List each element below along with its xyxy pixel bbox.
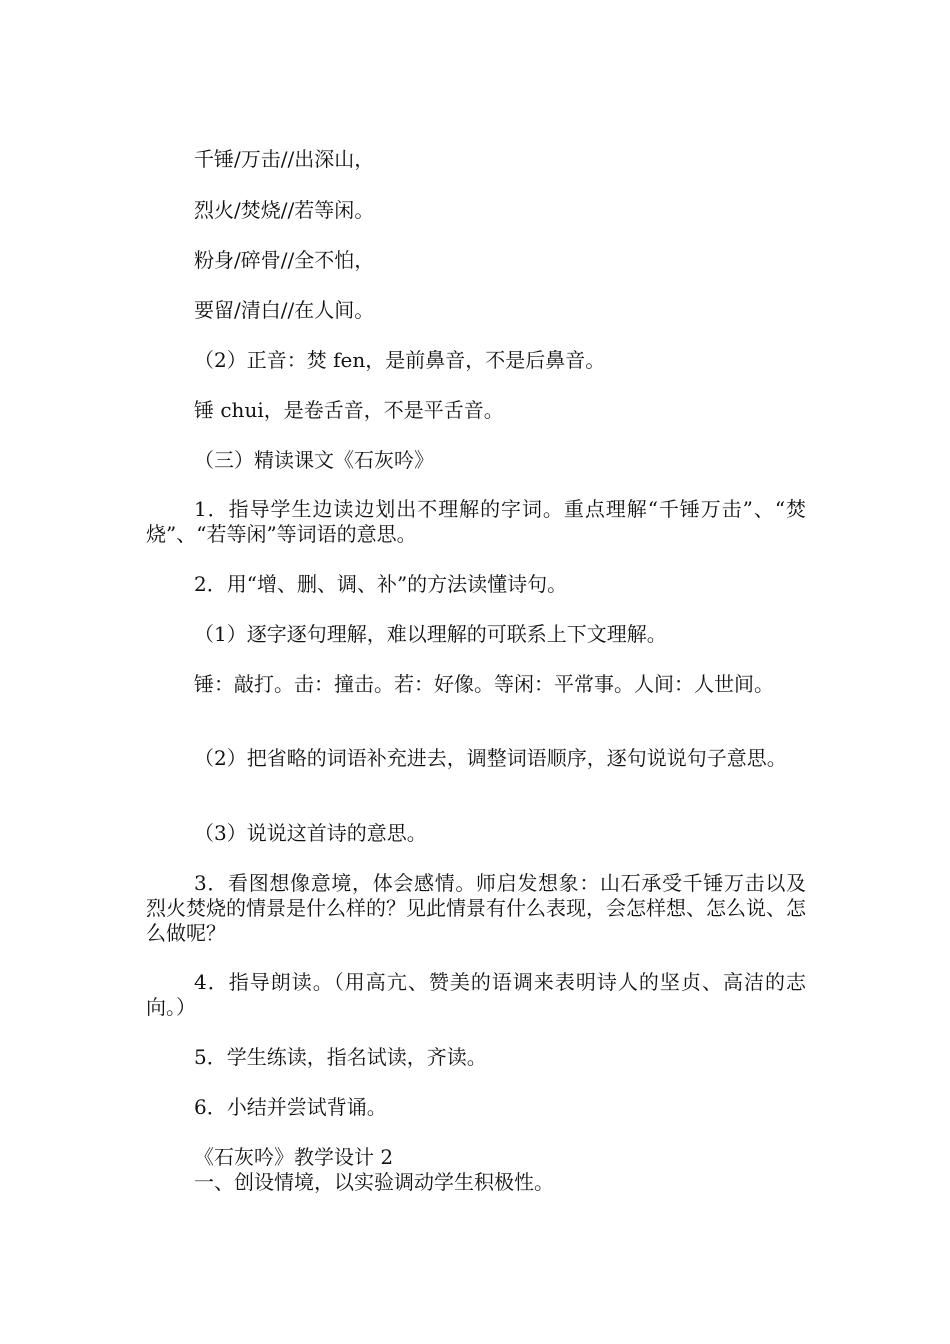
poem-line-3: 粉身/碎骨//全不怕， <box>194 248 375 272</box>
section-title-design-2: 《石灰吟》教学设计 2 <box>194 1145 394 1169</box>
poem-line-2: 烈火/焚烧//若等闲。 <box>194 198 375 222</box>
word-definitions: 锤：敲打。击：撞击。若：好像。等闲：平常事。人间：人世间。 <box>194 672 774 696</box>
step-6-paragraph: 6．小结并尝试背诵。 <box>194 1095 387 1119</box>
step-4-paragraph: 4．指导朗读。（用高亢、赞美的语调来表明诗人的坚贞、高洁的志向。） <box>146 970 806 1019</box>
step-3-paragraph: 3．看图想像意境，体会感情。师启发想象：山石承受千锤万击以及烈火焚烧的情景是什么样的？见此情景有什么表现，会怎样想、怎么说、怎么做呢？ <box>146 871 806 945</box>
step-5-paragraph: 5．学生练读，指名试读，齐读。 <box>194 1045 487 1069</box>
section-heading-close-reading: （三）精读课文《石灰吟》 <box>194 448 434 472</box>
poem-line-1: 千锤/万击//出深山， <box>194 147 375 171</box>
poem-line-4: 要留/清白//在人间。 <box>194 298 375 322</box>
section-heading-1: 一、创设情境，以实验调动学生积极性。 <box>194 1170 554 1194</box>
step-2-paragraph: 2．用“增、删、调、补”的方法读懂诗句。 <box>194 572 568 596</box>
step-2-sub-1: （1）逐字逐句理解，难以理解的可联系上下文理解。 <box>194 622 667 646</box>
pronunciation-note-1: （2）正音：焚 fen，是前鼻音，不是后鼻音。 <box>194 348 606 372</box>
step-2-sub-2: （2）把省略的词语补充进去，调整词语顺序，逐句说说句子意思。 <box>194 746 787 770</box>
step-2-sub-3: （3）说说这首诗的意思。 <box>194 821 427 845</box>
step-1-paragraph: 1．指导学生边读边划出不理解的字词。重点理解“千锤万击”、“焚烧”、“若等闲”等词语的意思。 <box>146 497 806 546</box>
pronunciation-note-2: 锤 chui，是卷舌音，不是平舌音。 <box>194 398 504 422</box>
